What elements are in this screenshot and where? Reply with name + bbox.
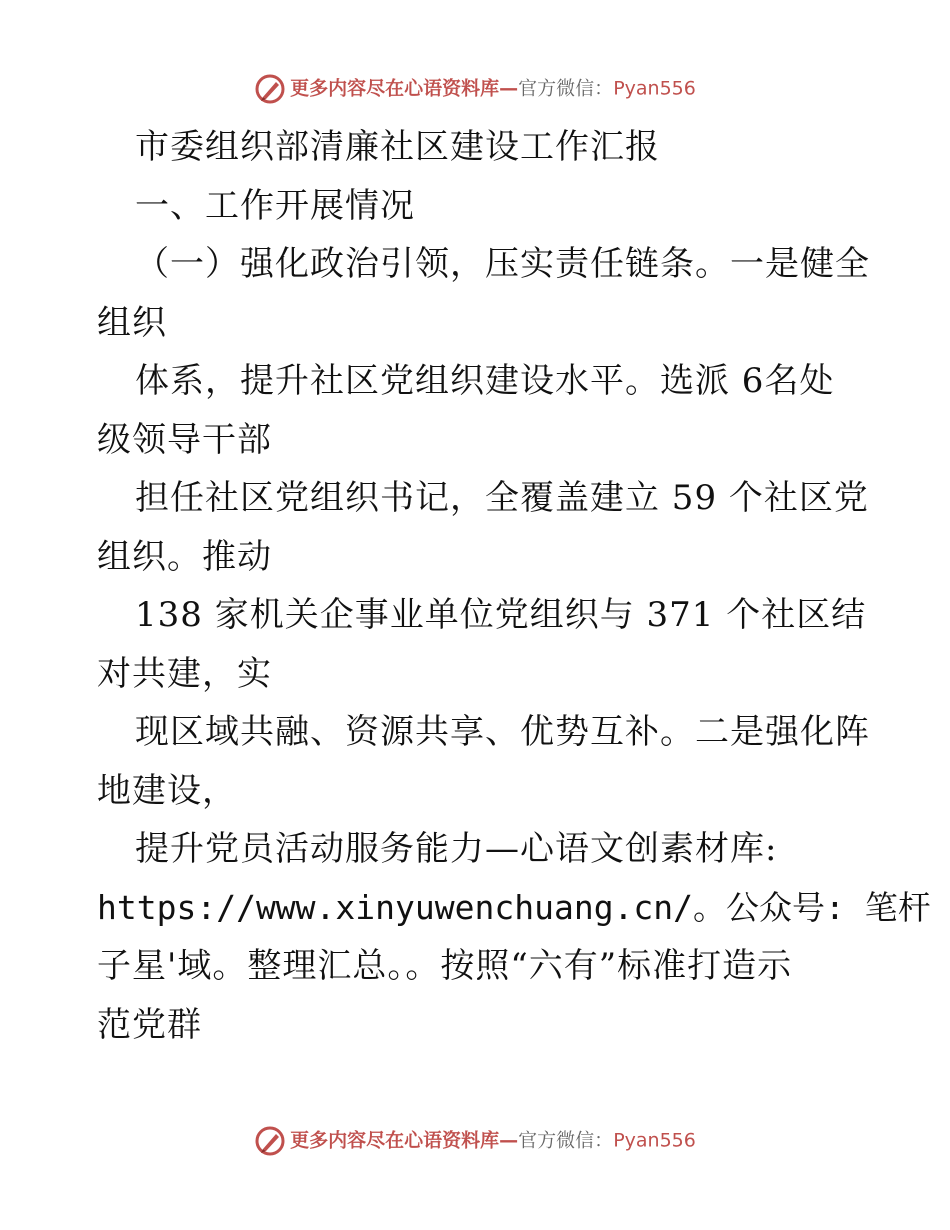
watermark-wechat-label: 官方微信：	[518, 77, 614, 100]
watermark-wechat-id: Pyan556	[613, 77, 696, 100]
paragraph-line: 担任社区党组织书记，全覆盖建立 59 个社区党	[135, 478, 869, 518]
url-line: https://www.xinyuwenchuang.cn/。公众号: 笔杆	[97, 887, 931, 927]
document-title: 市委组织部清廉社区建设工作汇报	[135, 127, 660, 167]
pen-logo-icon	[254, 73, 286, 105]
paragraph-line: 提升党员活动服务能力—心语文创素材库:	[135, 829, 778, 869]
paragraph-line: 现区域共融、资源共享、优势互补。二是强化阵	[135, 712, 870, 752]
section-heading: 一、工作开展情况	[135, 185, 415, 226]
pen-logo-icon	[254, 1125, 286, 1157]
paragraph-line: 级领导干部	[97, 419, 272, 460]
watermark-wechat-label: 官方微信：	[518, 1129, 614, 1152]
watermark-footer	[0, 1124, 950, 1157]
watermark-main-text: 更多内容尽在心语资料库—	[290, 1129, 519, 1152]
watermark-wechat-id: Pyan556	[613, 1129, 696, 1152]
watermark-main-text: 更多内容尽在心语资料库—	[290, 77, 519, 100]
paragraph-line: （一）强化政治引领，压实责任链条。一是健全	[135, 244, 870, 284]
paragraph-line: 对共建，实	[97, 653, 272, 694]
paragraph-line: 地建设，	[97, 770, 237, 811]
paragraph-line: 范党群	[97, 1004, 202, 1045]
paragraph-line: 组织。推动	[97, 536, 272, 577]
watermark-header	[0, 72, 950, 105]
paragraph-line: 138 家机关企事业单位党组织与 371 个社区结	[135, 595, 867, 635]
paragraph-line: 组织	[97, 302, 167, 343]
paragraph-line: 体系，提升社区党组织建设水平。选派 6名处	[135, 361, 835, 401]
paragraph-line: 子星'域。整理汇总。。按照“六有”标准打造示	[97, 946, 793, 986]
document-body	[97, 118, 931, 1054]
